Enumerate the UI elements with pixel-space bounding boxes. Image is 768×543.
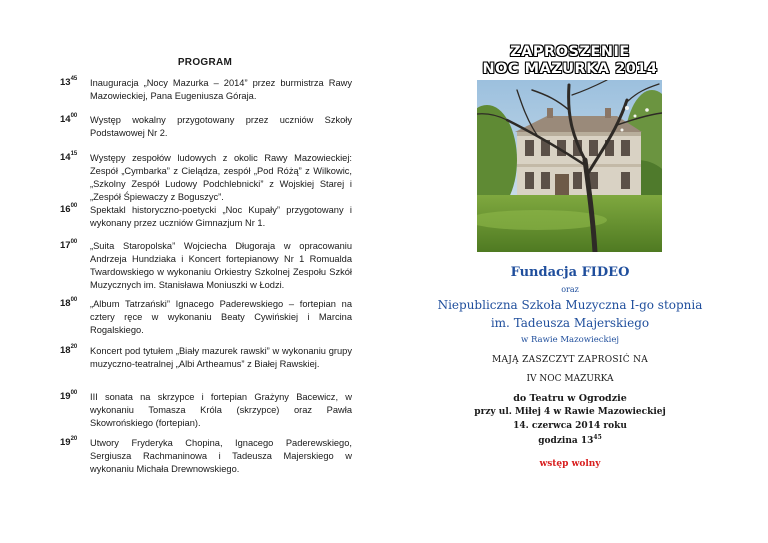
school-name: Niepubliczna Szkoła Muzyczna I-go stopnia [437, 298, 703, 312]
program-time: $18^{00}$ [60, 297, 78, 310]
oraz-text: oraz [561, 285, 579, 294]
program-description: „Suita Staropolska” Wojciecha Długoraja w opracowaniu Andrzeja Hundziaka i Koncert fortepianowy Nr 1 Romualda Twardowskiego w wykonaniu Orkiestry Szkolnej Zespołu Szkół Muzycznych im. Stanisława Moniuszki w Łodzi. [90, 241, 352, 290]
time-text: godzina $13^{45}$ [538, 434, 602, 446]
program-description: Koncert pod tytułem „Biały mazurek rawski” w wykonaniu grupy muzyczno-teatralnej „Albi Artheamus” z Białej Rawskiej. [90, 346, 352, 369]
school-patron: im. Tadeusza Majerskiego [490, 316, 650, 330]
event-name: IV NOC MAZURKA [526, 374, 614, 384]
program-description: Utwory Fryderyka Chopina, Ignacego Paderewskiego, Sergiusza Rachmaninowa i Tadeusza Majerskiego w wykonaniu Michała Drewnowskiego. [90, 438, 352, 474]
manor-house-photo [477, 80, 662, 252]
honor-text: MAJĄ ZASZCZYT ZAPROSIĆ NA [491, 355, 649, 365]
admission-text: wstęp wolny [539, 459, 601, 469]
program-description: Występ wokalny przygotowany przez uczniów Szkoły Podstawowej Nr 2. [90, 115, 352, 138]
program-description: Inauguracja „Nocy Mazurka – 2014” przez burmistrza Rawy Mazowieckiej, Pana Eugeniusza Góraja. [90, 78, 352, 101]
program-title: PROGRAM [177, 57, 233, 68]
program-description: Spektakl historyczno-poetycki „Noc Kupały” przygotowany i wykonany przez uczniów Gimnazjum Nr 1. [90, 205, 352, 228]
date-text: 14. czerwca 2014 roku [513, 421, 627, 431]
invitation-title-line: NOC MAZURKA 2014 [482, 61, 658, 77]
program-description: „Album Tatrzański” Ignacego Paderewskiego – fortepian na cztery ręce w wykonaniu Beaty Cywińskiej i Marcina Rogalskiego. [90, 299, 352, 335]
invitation-title [420, 44, 720, 78]
program-time: $19^{20}$ [60, 436, 78, 449]
venue-text: do Teatru w Ogrodzie [513, 393, 627, 404]
program-time: $17^{00}$ [60, 239, 78, 252]
program-time: $18^{20}$ [60, 344, 78, 357]
program-time: $16^{00}$ [60, 203, 78, 216]
program-description: Występy zespołów ludowych z okolic Rawy Mazowieckiej: Zespół „Cymbarka” z Cielądza, zespół „Pod Różą” z Wilkowic, „Szkolny Zespół Ludowy Podchlebnicki” z Wojskiej Starej i „Zespół Śpiewaczy z Boguszyc”. [90, 153, 352, 202]
program-time: $19^{00}$ [60, 390, 78, 403]
address-text: przy ul. Miłej 4 w Rawie Mazowieckiej [474, 407, 666, 417]
invitation-title-line: ZAPROSZENIE [510, 44, 630, 60]
program-time: $14^{15}$ [60, 151, 78, 164]
program-time: $14^{00}$ [60, 113, 78, 126]
program-description: III sonata na skrzypce i fortepian Grażyny Bacewicz, w wykonaniu Tomasza Króla (skrzypce) oraz Pawła Skowrońskiego (fortepian). [90, 392, 352, 428]
program-time: $13^{45}$ [60, 76, 78, 89]
organizer-name: Fundacja FIDEO [510, 265, 630, 280]
school-location: w Rawie Mazowieckiej [520, 335, 620, 345]
